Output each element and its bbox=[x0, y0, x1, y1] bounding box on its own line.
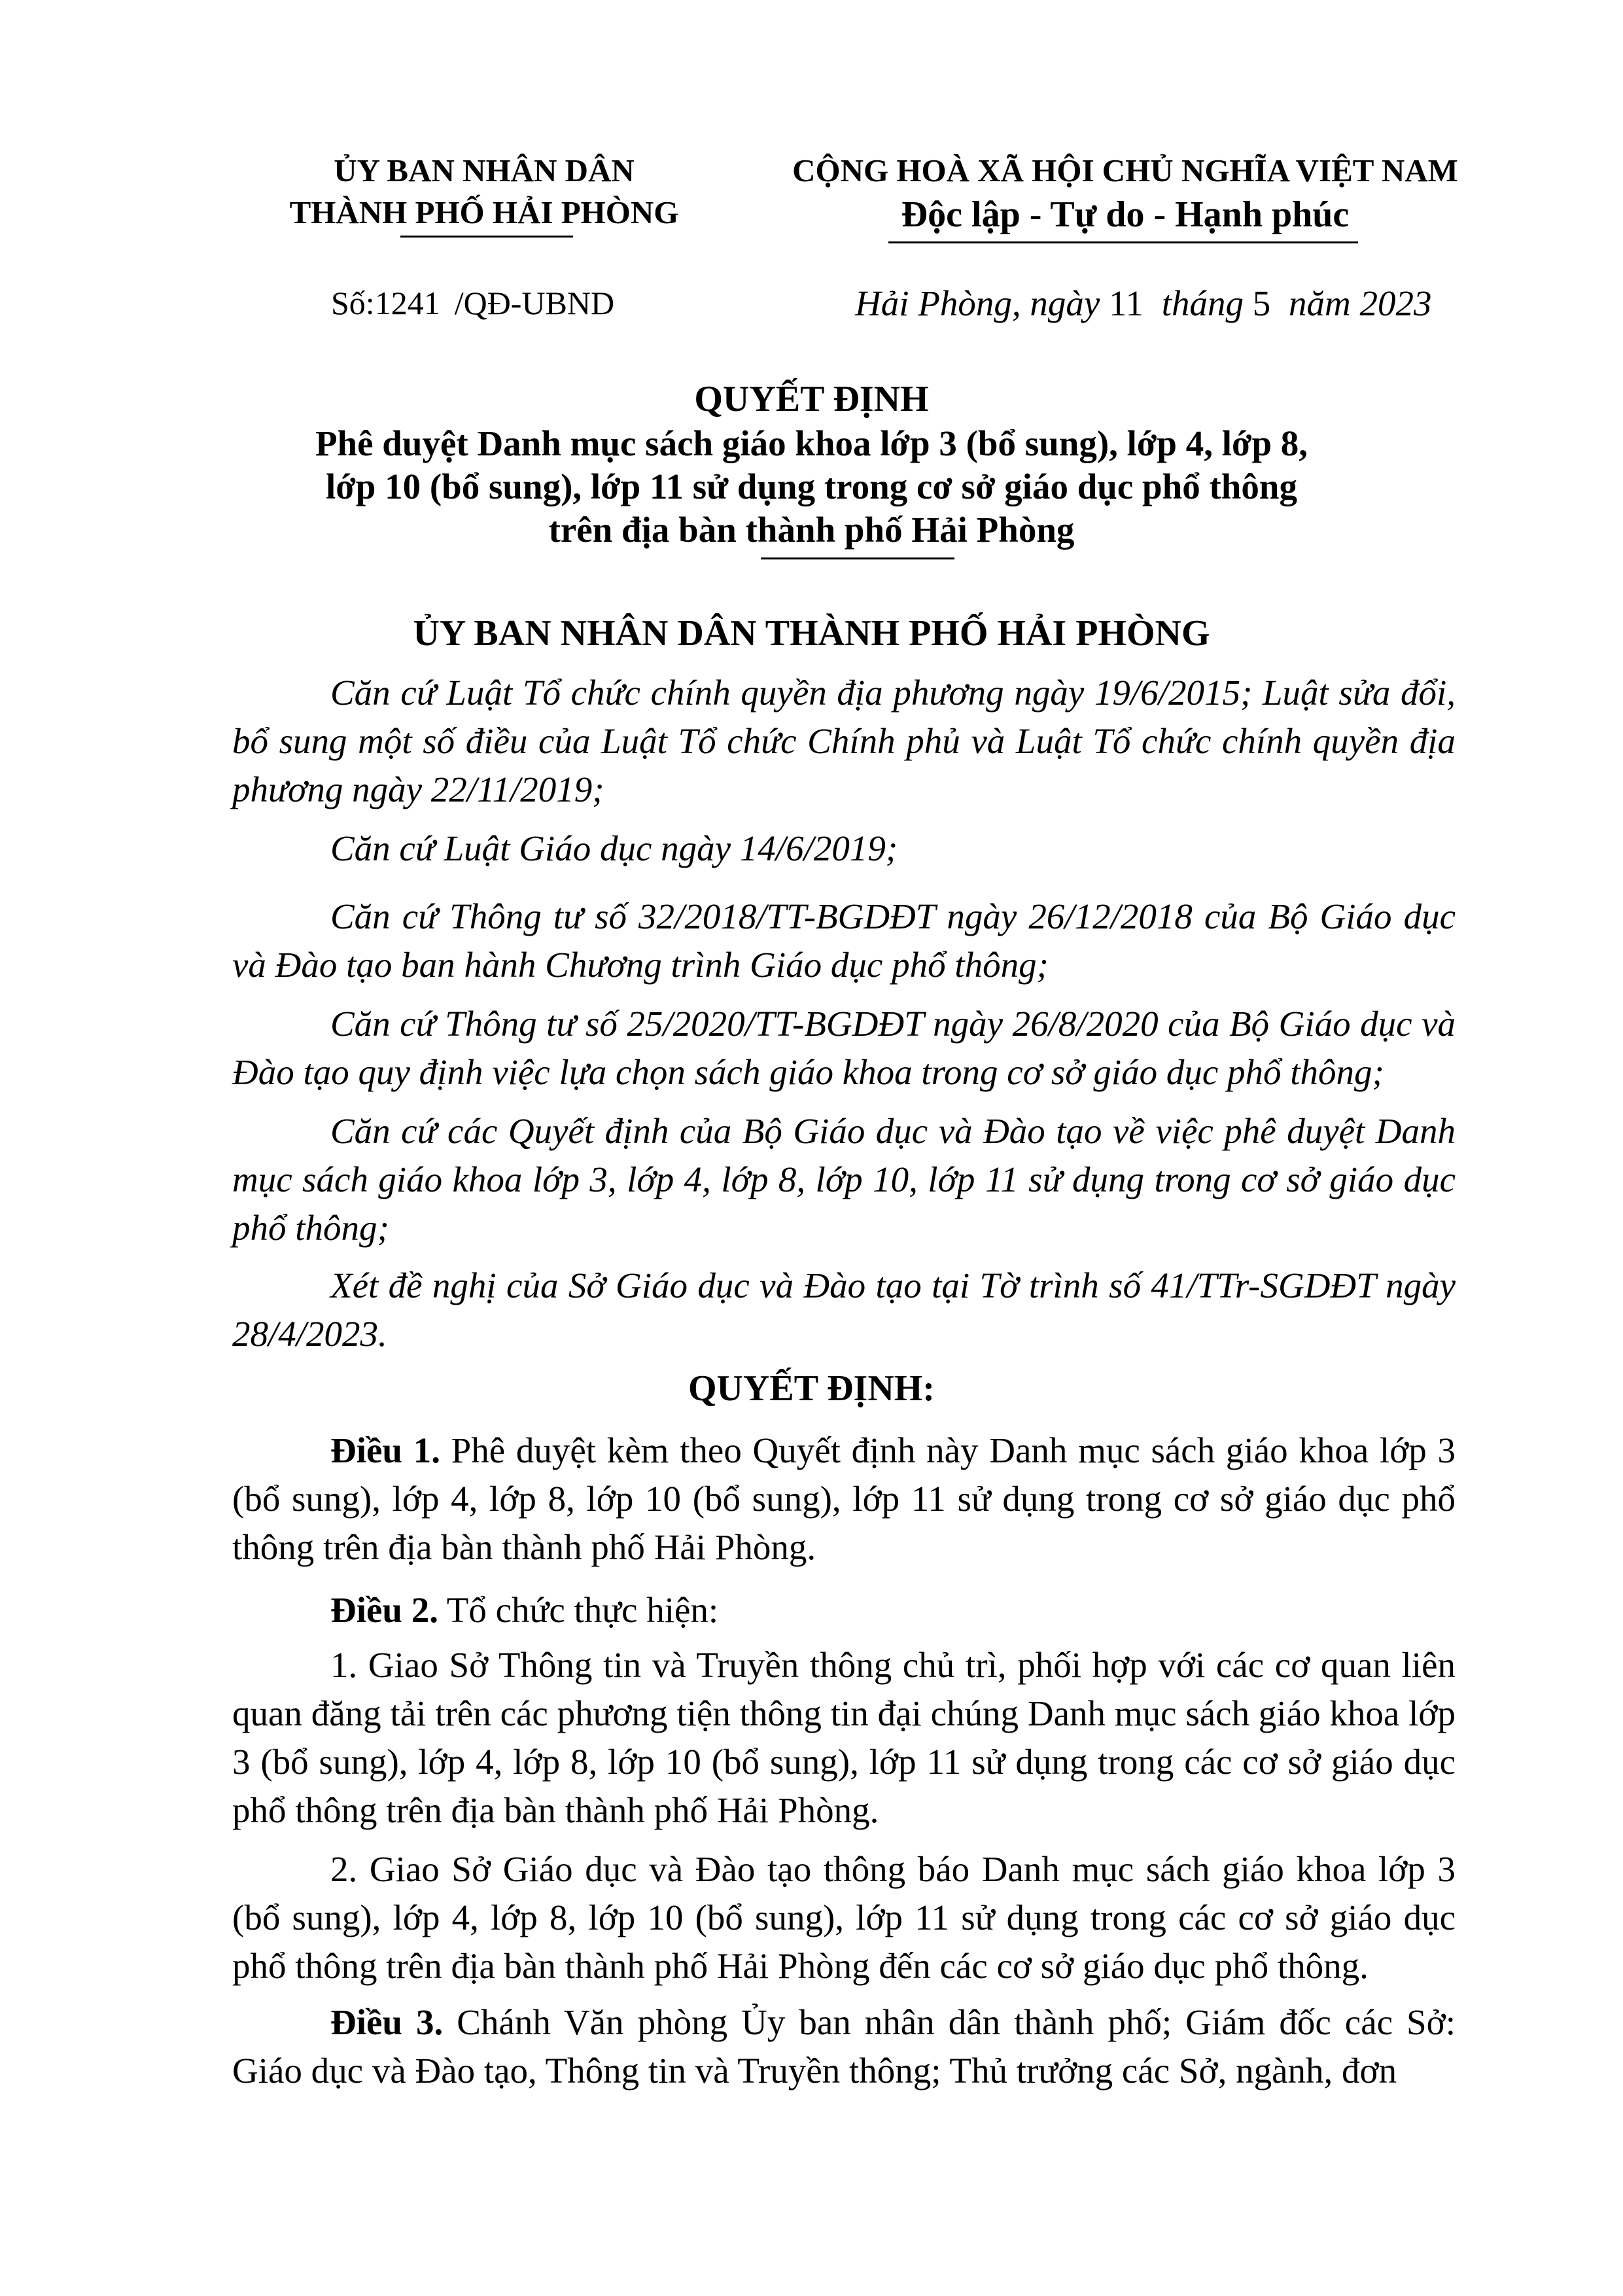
subtitle-line-1: Phê duyệt Danh mục sách giáo khoa lớp 3 (bổ sung), lớp 4, lớp 8, bbox=[315, 423, 1308, 463]
article-1-text: Phê duyệt kèm theo Quyết định này Danh mục sách giáo khoa lớp 3 (bổ sung), lớp 4, lớp 8, lớp 10 (bổ sung), lớp 11 sử dụng trong cơ sở giáo dục phổ thông trên địa bàn thành phố Hải Phòng. bbox=[232, 1430, 1456, 1567]
date-place: Hải Phòng, ngày bbox=[855, 283, 1100, 323]
basis-5: Căn cứ các Quyết định của Bộ Giáo dục và Đào tạo về việc phê duyệt Danh mục sách giáo khoa lớp 3, lớp 4, lớp 8, lớp 10, lớp 11 sử dụng trong cơ sở giáo dục phổ thông; bbox=[232, 1111, 1456, 1248]
date-day: 11 bbox=[1109, 283, 1143, 323]
subtitle-underline bbox=[761, 557, 954, 559]
number-suffix: /QĐ-UBND bbox=[454, 285, 615, 321]
basis-4: Căn cứ Thông tư số 25/2020/TT-BGDĐT ngày 26/8/2020 của Bộ Giáo dục và Đào tạo quy định việc lựa chọn sách giáo khoa trong cơ sở giáo dục phổ thông; bbox=[232, 1004, 1456, 1092]
subtitle-line-2: lớp 10 (bổ sung), lớp 11 sử dụng trong cơ sở giáo dục phổ thông bbox=[326, 467, 1297, 506]
decision-heading: QUYẾT ĐỊNH: bbox=[688, 1368, 935, 1409]
document-date bbox=[855, 283, 1432, 324]
subtitle-line-3: trên địa bàn thành phố Hải Phòng bbox=[548, 510, 1075, 550]
basis-3: Căn cứ Thông tư số 32/2018/TT-BGDĐT ngày 26/12/2018 của Bộ Giáo dục và Đào tạo ban hành Chương trình Giáo dục phổ thông; bbox=[232, 896, 1456, 985]
date-month-label: tháng bbox=[1161, 283, 1244, 323]
article-3 bbox=[232, 1998, 1456, 2095]
national-motto: Độc lập - Tự do - Hạnh phúc bbox=[901, 194, 1350, 235]
article-2-text: Tổ chức thực hiện: bbox=[438, 1590, 719, 1630]
article-2-label: Điều 2. bbox=[330, 1590, 438, 1630]
basis-2: Căn cứ Luật Giáo dục ngày 14/6/2019; bbox=[330, 828, 898, 868]
national-title: CỘNG HOÀ XÃ HỘI CHỦ NGHĨA VIỆT NAM bbox=[792, 152, 1458, 188]
document-type: QUYẾT ĐỊNH bbox=[694, 379, 929, 419]
article-2 bbox=[232, 1586, 1456, 1634]
basis-6: Xét đề nghị của Sở Giáo dục và Đào tạo tại Tờ trình số 41/TTr-SGDĐT ngày 28/4/2023. bbox=[232, 1265, 1456, 1354]
article-3-label: Điều 3. bbox=[330, 2002, 444, 2042]
document-number bbox=[331, 284, 614, 322]
issuer-line-1: ỦY BAN NHÂN DÂN bbox=[334, 152, 635, 188]
number-prefix: Số: bbox=[331, 285, 375, 321]
article-1 bbox=[232, 1426, 1456, 1572]
article-2-item-1: 1. Giao Sở Thông tin và Truyền thông chủ trì, phối hợp với các cơ quan liên quan đăng tải trên các phương tiện thông tin đại chúng Danh mục sách giáo khoa lớp 3 (bổ sung), lớp 4, lớp 8, lớp 10 (bổ sung), lớp 11 sử dụng trong các cơ sở giáo dục phổ thông trên địa bàn thành phố Hải Phòng. bbox=[232, 1645, 1456, 1830]
article-2-item-2: 2. Giao Sở Giáo dục và Đào tạo thông báo Danh mục sách giáo khoa lớp 3 (bổ sung), lớp 4, lớp 8, lớp 10 (bổ sung), lớp 11 sử dụng trong các cơ sở giáo dục phổ thông trên địa bàn thành phố Hải Phòng đến các cơ sở giáo dục phổ thông. bbox=[232, 1849, 1456, 1986]
issuer-underline bbox=[400, 236, 573, 238]
date-month: 5 bbox=[1252, 283, 1271, 323]
article-1-label: Điều 1. bbox=[330, 1430, 440, 1470]
article-3-text: Chánh Văn phòng Ủy ban nhân dân thành phố; Giám đốc các Sở: Giáo dục và Đào tạo, Thông tin và Truyền thông; Thủ trưởng các Sở, ngành, đơn bbox=[232, 2002, 1456, 2091]
motto-underline bbox=[888, 241, 1358, 243]
date-year: năm 2023 bbox=[1289, 283, 1432, 323]
authority-heading: ỦY BAN NHÂN DÂN THÀNH PHỐ HẢI PHÒNG bbox=[413, 613, 1210, 654]
issuer-line-2: THÀNH PHỐ HẢI PHÒNG bbox=[289, 194, 679, 230]
number-value: 1241 bbox=[374, 285, 440, 321]
basis-1: Căn cứ Luật Tổ chức chính quyền địa phương ngày 19/6/2015; Luật sửa đổi, bổ sung một số điều của Luật Tổ chức Chính phủ và Luật Tổ chức chính quyền địa phương ngày 22/11/2019; bbox=[232, 673, 1456, 809]
